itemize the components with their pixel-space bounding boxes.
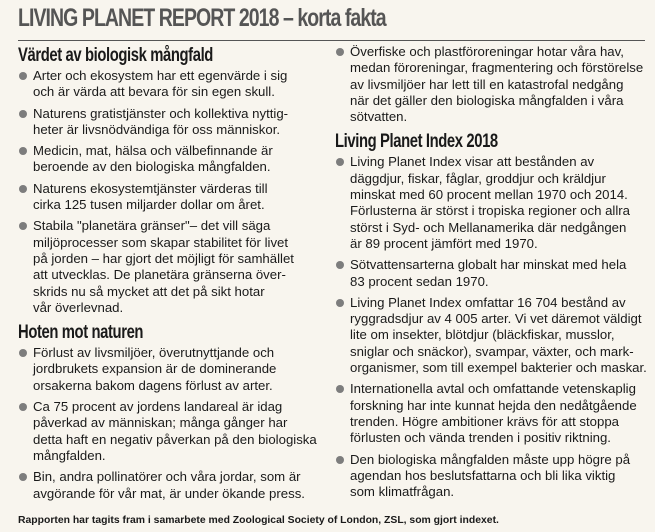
bullet-icon <box>19 403 27 411</box>
list-item-line: miljöprocesser som skapar stabilitet för livet <box>33 234 289 250</box>
list-item-line: lite om insekter, blötdjur (bläckfiskar, musslor, <box>350 327 615 343</box>
list-item-line: är 89 procent jämfört med 1970. <box>350 235 538 251</box>
list-item <box>335 381 655 446</box>
left-column <box>18 44 318 507</box>
bullet-icon <box>336 261 344 269</box>
list-item-line: skrids nu så mycket att det på sikt hotar <box>33 283 265 299</box>
list-item-line: Naturens gratistjänster och kollektiva nyttig- <box>33 105 289 121</box>
list-item <box>18 218 318 316</box>
list-item <box>18 469 318 502</box>
list-item-line: detta haft en negativ påverkan på den biologiska <box>33 431 317 447</box>
list-threats-cont <box>335 44 655 125</box>
list-item-line: störst i Syd- och Mellanamerika där nedgången <box>350 219 627 235</box>
bullet-icon <box>336 48 344 56</box>
footer-note: Rapporten har tagits fram i samarbete med Zoological Society of London, ZSL, som gjort indexet. <box>18 515 499 526</box>
list-item-line: orsakerna bakom dagens förlust av arter. <box>33 377 273 393</box>
list-item-line: Stabila "planetära gränser"– det vill säga <box>33 218 271 234</box>
list-item <box>18 68 318 101</box>
list-value <box>18 68 318 316</box>
list-item-line: när det gäller den biologiska mångfalden i våra <box>350 92 624 108</box>
list-item-line: Living Planet Index omfattar 16 704 bestånd av <box>350 294 626 310</box>
list-item-line: av livsmiljöer har lett till en katastrofal nedgång <box>350 76 624 92</box>
heading-lpi: Living Planet Index 2018 <box>335 131 498 153</box>
bullet-icon <box>19 349 27 357</box>
list-item-line: Ca 75 procent av jordens landareal är idag <box>33 399 283 415</box>
list-item-line: Arter och ekosystem har ett egenvärde i sig <box>33 68 288 83</box>
bullet-icon <box>336 456 344 464</box>
list-item-line: avgörande för vår mat, är under ökande press. <box>33 485 305 501</box>
list-item-line: vår överlevnad. <box>33 299 124 315</box>
list-item-line: Förlusterna är störst i tropiska regioner och allra <box>350 203 630 219</box>
list-item <box>18 143 318 176</box>
list-item-line: beroende av den biologiska mångfalden. <box>33 159 271 175</box>
list-item <box>18 345 318 394</box>
list-item-line: Bin, andra pollinatörer och våra jordar, som är <box>33 469 301 485</box>
list-item-line: organismer, som till exempel bakterier och maskar. <box>350 360 647 376</box>
list-item-line: Medicin, mat, hälsa och välbefinnande är <box>33 143 273 159</box>
list-item-line: däggdjur, fiskar, fåglar, groddjur och kräldjur <box>350 170 606 186</box>
bullet-icon <box>19 147 27 155</box>
list-item-line: trenden. Högre ambitioner krävs för att stoppa <box>350 413 620 429</box>
list-item-line: 83 procent sedan 1970. <box>350 273 489 289</box>
list-item <box>335 295 655 376</box>
list-item <box>335 452 655 501</box>
list-item-line: som klimatfrågan. <box>350 484 455 500</box>
list-item-line: Naturens ekosystemtjänster värderas till <box>33 180 268 196</box>
list-item-line: ryggradsdjur av 4 005 arter. Vi vet däremot väldigt <box>350 311 642 327</box>
list-item-line: minskat med 60 procent mellan 1970 och 2014. <box>350 187 628 203</box>
list-item-line: mångfalden. <box>33 447 106 463</box>
bullet-icon <box>19 473 27 481</box>
bullet-icon <box>336 385 344 393</box>
bullet-icon <box>336 158 344 166</box>
list-item-line: heter är livsnödvändiga för oss människor. <box>33 121 281 137</box>
page-title: LIVING PLANET REPORT 2018 – korta fakta <box>18 4 386 32</box>
list-item-line: att utvecklas. De planetära gränserna över- <box>33 267 286 283</box>
list-item-line: forskning har inte kunnat hejda den nedåtgående <box>350 397 637 413</box>
right-column <box>335 44 655 505</box>
list-item-line: och är värda att bevara för sin egen skull. <box>33 84 275 100</box>
list-item <box>18 181 318 214</box>
bullet-icon <box>19 222 27 230</box>
list-item-line: förlusten och vända trenden i positiv riktning. <box>350 430 611 446</box>
list-item-line: sniglar och snäckor), svampar, växter, och mark- <box>350 343 634 359</box>
bullet-icon <box>19 72 27 80</box>
list-item-line: Förlust av livsmiljöer, överutnyttjande och <box>33 345 275 361</box>
list-item <box>18 106 318 139</box>
list-item-line: medan föroreningar, fragmentering och förstörelse <box>350 60 644 76</box>
list-item-line: agendan hos beslutsfattarna och bli lika viktig <box>350 467 616 483</box>
heading-threats: Hoten mot naturen <box>18 322 144 344</box>
bullet-icon <box>19 110 27 118</box>
list-item <box>18 399 318 464</box>
list-item-line: cirka 125 tusen miljarder dollar om året. <box>33 197 265 213</box>
heading-value: Värdet av biologisk mångfald <box>18 45 213 66</box>
list-item <box>335 44 655 125</box>
list-item-line: sötvatten. <box>350 109 408 125</box>
list-item-line: Den biologiska mångfalden måste upp högre på <box>350 451 631 467</box>
list-item-line: jordbrukets expansion är de dominerande <box>33 361 277 377</box>
list-item <box>335 257 655 290</box>
list-threats <box>18 345 318 502</box>
list-item-line: på jorden – har gjort det möjligt för samhället <box>33 250 294 266</box>
list-lpi <box>335 154 655 500</box>
list-item-line: Living Planet Index visar att bestånden av <box>350 154 595 170</box>
list-item-line: påverkad av människan; många gånger har <box>33 415 288 431</box>
list-item-line: Internationella avtal och omfattande vetenskaplig <box>350 381 636 397</box>
list-item <box>335 154 655 252</box>
list-item-line: Överfiske och plastföroreningar hotar våra hav, <box>350 44 624 59</box>
bullet-icon <box>336 299 344 307</box>
list-item-line: Sötvattensarterna globalt har minskat med hela <box>350 257 627 273</box>
bullet-icon <box>19 185 27 193</box>
title-divider <box>18 40 645 41</box>
